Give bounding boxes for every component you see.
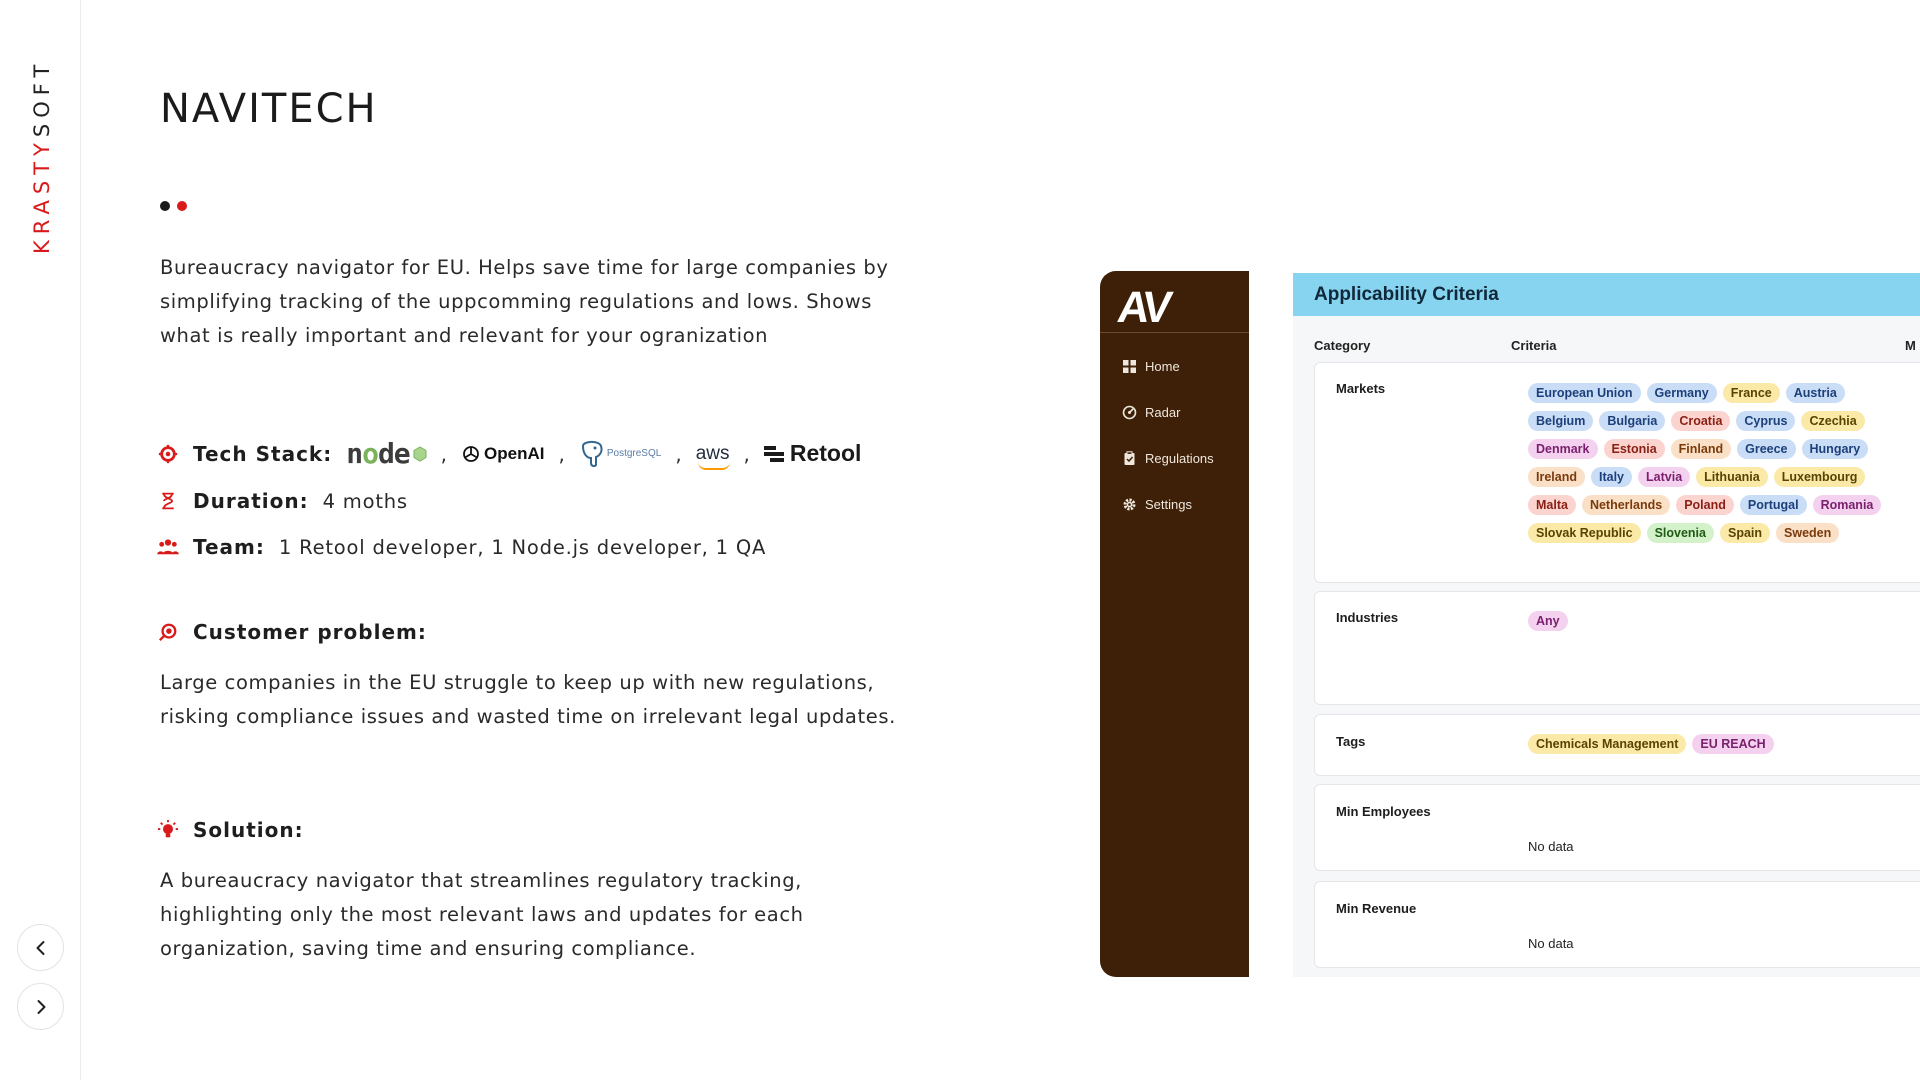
project-title: NAVITECH: [160, 86, 378, 132]
min-revenue-value: No data: [1528, 936, 1574, 951]
criteria-tag[interactable]: Slovak Republic: [1528, 523, 1641, 543]
lightbulb-icon: [157, 819, 179, 841]
column-header-category: Category: [1314, 338, 1371, 353]
duration-row: [157, 489, 408, 513]
clipboard-icon: [1122, 451, 1137, 466]
retool-text: Retool: [789, 440, 862, 466]
criteria-tag[interactable]: Poland: [1676, 495, 1734, 515]
criteria-tag[interactable]: Sweden: [1776, 523, 1839, 543]
criteria-tag[interactable]: Hungary: [1802, 439, 1869, 459]
problem-label: Customer problem:: [193, 620, 427, 644]
app-content: [1293, 273, 1920, 977]
comma: ,: [558, 441, 565, 466]
aws-logo: [695, 442, 730, 464]
next-button[interactable]: [17, 983, 64, 1030]
comma: ,: [675, 441, 682, 466]
criteria-tag[interactable]: Estonia: [1604, 439, 1665, 459]
criteria-tag[interactable]: EU REACH: [1692, 734, 1773, 754]
retool-bars-icon: [764, 445, 784, 463]
min-revenue-card: [1314, 881, 1920, 968]
criteria-tag[interactable]: European Union: [1528, 383, 1641, 403]
sidebar-item-home[interactable]: [1122, 359, 1180, 374]
criteria-tag[interactable]: Malta: [1528, 495, 1576, 515]
min-employees-label: Min Employees: [1336, 804, 1431, 819]
brand-part-a: KRASTY: [30, 137, 54, 254]
criteria-tag[interactable]: Bulgaria: [1599, 411, 1665, 431]
project-description: Bureaucracy navigator for EU. Helps save time for large companies by simplifying tracking of the uppcomming regulations and lows. Shows what is really important and relevant for your ogranization: [160, 256, 889, 347]
problem-heading-row: [157, 620, 441, 644]
criteria-tag[interactable]: Denmark: [1528, 439, 1598, 459]
criteria-tag[interactable]: Romania: [1813, 495, 1882, 515]
brand-part-b: SOFT: [30, 58, 54, 138]
postgres-text: PostgreSQL: [606, 448, 662, 459]
criteria-tag[interactable]: Croatia: [1671, 411, 1730, 431]
app-sidebar: [1100, 271, 1249, 977]
column-header-criteria: Criteria: [1511, 338, 1557, 353]
criteria-header: [1293, 273, 1920, 316]
left-rail: [0, 0, 81, 1080]
openai-knot-icon: [461, 444, 481, 464]
criteria-title: Applicability Criteria: [1314, 284, 1499, 305]
comma: ,: [743, 441, 750, 466]
criteria-tag[interactable]: Ireland: [1528, 467, 1585, 487]
solution-label: Solution:: [193, 818, 304, 842]
openai-text: OpenAI: [484, 443, 545, 463]
criteria-tag[interactable]: Portugal: [1740, 495, 1807, 515]
brand-wordmark: [28, 59, 56, 254]
target-icon: [157, 621, 179, 643]
app-logo: AV: [1114, 283, 1172, 332]
node-text-c: de: [377, 437, 410, 470]
criteria-tag[interactable]: Chemicals Management: [1528, 734, 1686, 754]
node-text-b: o: [362, 437, 378, 470]
team-row: [157, 535, 766, 559]
criteria-tag[interactable]: Germany: [1647, 383, 1717, 403]
industries-card: [1314, 591, 1920, 705]
criteria-tag[interactable]: Any: [1528, 611, 1568, 631]
tech-stack-label: Tech Stack:: [193, 441, 333, 466]
criteria-tag[interactable]: France: [1723, 383, 1780, 403]
sidebar-item-label: Regulations: [1145, 451, 1214, 466]
tech-stack-row: [157, 437, 861, 470]
sidebar-divider: [1100, 332, 1249, 333]
criteria-tag[interactable]: Cyprus: [1736, 411, 1795, 431]
criteria-tag[interactable]: Greece: [1737, 439, 1795, 459]
elephant-icon: [579, 440, 605, 468]
criteria-tag[interactable]: Italy: [1591, 467, 1632, 487]
people-icon: [157, 536, 179, 558]
sidebar-item-label: Radar: [1145, 405, 1181, 420]
radar-icon: [1122, 405, 1137, 420]
sidebar-item-settings[interactable]: [1122, 497, 1192, 512]
solution-heading-row: [157, 818, 318, 842]
criteria-tag[interactable]: Spain: [1720, 523, 1770, 543]
markets-card: [1314, 362, 1920, 583]
markets-label: Markets: [1336, 381, 1386, 396]
criteria-tag[interactable]: Luxembourg: [1774, 467, 1866, 487]
hexagon-icon: [413, 446, 427, 462]
min-employees-card: [1314, 784, 1920, 871]
criteria-tag[interactable]: Belgium: [1528, 411, 1593, 431]
criteria-tag[interactable]: Netherlands: [1582, 495, 1670, 515]
hourglass-icon: [157, 490, 179, 512]
retool-logo: [764, 440, 862, 467]
brand-logo: [28, 48, 56, 258]
criteria-tag[interactable]: Austria: [1786, 383, 1845, 403]
nodejs-logo: [346, 437, 426, 470]
tags-list: [1528, 734, 1908, 754]
problem-text: Large companies in the EU struggle to keep up with new regulations, risking compliance issues and wasted time on irrelevant legal updates.: [160, 671, 896, 728]
criteria-tag[interactable]: Latvia: [1638, 467, 1690, 487]
gear-icon: [1122, 497, 1137, 512]
column-header-m: M: [1905, 338, 1916, 353]
solution-text: A bureaucracy navigator that streamlines regulatory tracking, highlighting only the most relevant laws and updates for each organization, saving time and ensuring compliance.: [160, 869, 804, 960]
sidebar-item-regulations[interactable]: [1122, 451, 1214, 466]
markets-tags: [1528, 383, 1908, 543]
chevron-right-icon: [32, 998, 50, 1016]
duration-label: Duration:: [193, 489, 309, 513]
team-value: 1 Retool developer, 1 Node.js developer, 1 QA: [278, 535, 767, 559]
tags-card: [1314, 714, 1920, 776]
industries-label: Industries: [1336, 610, 1399, 625]
industries-tags: [1528, 611, 1908, 631]
grid-icon: [1122, 359, 1137, 374]
sidebar-item-radar[interactable]: [1122, 405, 1180, 420]
app-screenshot: [1100, 271, 1920, 977]
chevron-left-icon: [32, 939, 50, 957]
chip-icon: [157, 443, 179, 465]
criteria-tag[interactable]: Slovenia: [1647, 523, 1714, 543]
title-dots: [160, 201, 187, 211]
aws-smile-icon: [698, 462, 730, 470]
prev-button[interactable]: [17, 924, 64, 971]
postgresql-logo: [579, 440, 661, 468]
criteria-tag[interactable]: Lithuania: [1696, 467, 1768, 487]
openai-logo: [461, 444, 544, 464]
aws-text: aws: [695, 442, 730, 464]
node-text-a: n: [346, 437, 363, 470]
dot-dark: [160, 201, 170, 211]
team-label: Team:: [193, 535, 265, 559]
min-revenue-label: Min Revenue: [1336, 901, 1417, 916]
comma: ,: [440, 441, 448, 466]
dot-red: [177, 201, 187, 211]
duration-value: 4 moths: [322, 489, 408, 513]
sidebar-item-label: Home: [1145, 359, 1180, 374]
sidebar-item-label: Settings: [1145, 497, 1192, 512]
criteria-tag[interactable]: Finland: [1671, 439, 1731, 459]
criteria-tag[interactable]: Czechia: [1801, 411, 1864, 431]
tags-label: Tags: [1336, 734, 1366, 749]
tech-logos: [346, 437, 861, 470]
min-employees-value: No data: [1528, 839, 1574, 854]
